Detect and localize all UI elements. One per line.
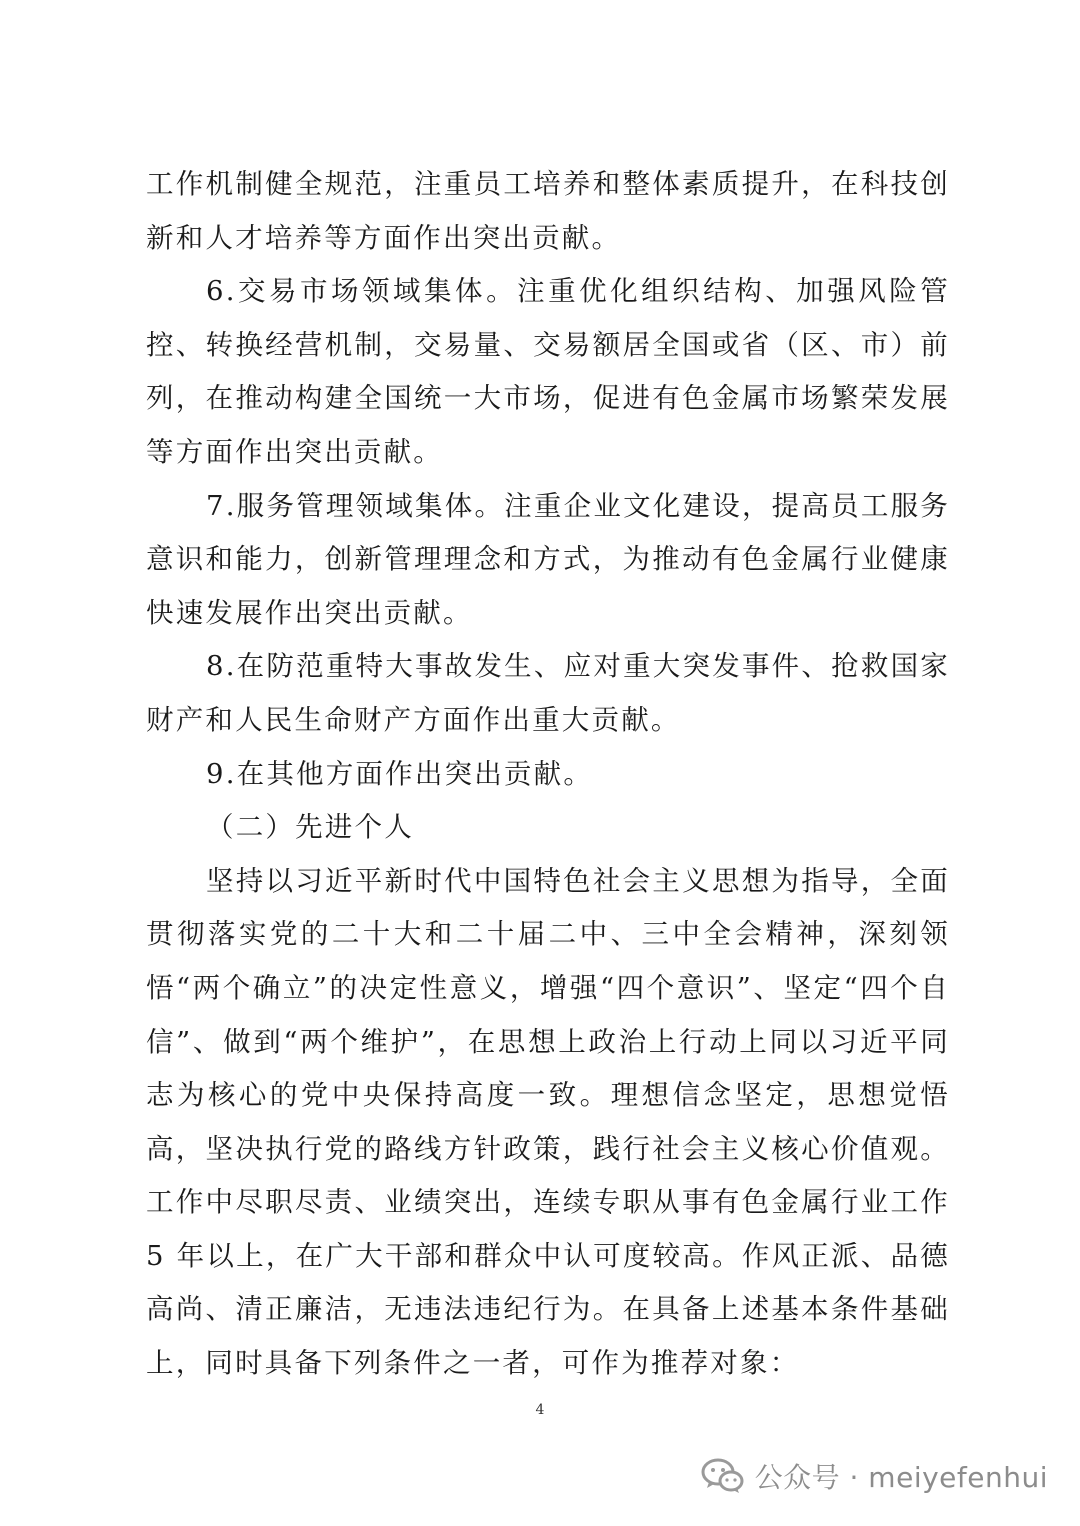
paragraph-continuation: 工作机制健全规范，注重员工培养和整体素质提升，在科技创新和人才培养等方面作出突出贡献。 bbox=[146, 168, 950, 254]
paragraph-item-6: 6.交易市场领域集体。注重优化组织结构、加强风险管控、转换经营机制，交易量、交易额居全国或省（区、市）前列，在推动构建全国统一大市场，促进有色金属市场繁荣发展等方面作出突出贡献。 bbox=[146, 275, 950, 468]
section-heading-advanced-individuals: （二）先进个人 bbox=[206, 811, 414, 844]
document-body bbox=[146, 158, 950, 1391]
paragraph-item-7: 7.服务管理领域集体。注重企业文化建设，提高员工服务意识和能力，创新管理理念和方式，为推动有色金属行业健康快速发展作出突出贡献。 bbox=[146, 489, 950, 629]
page-number: 4 bbox=[535, 1402, 545, 1418]
paragraph-individual-criteria: 坚持以习近平新时代中国特色社会主义思想为指导，全面贯彻落实党的二十大和二十届二中、三中全会精神，深刻领悟“两个确立”的决定性意义，增强“四个意识”、坚定“四个自信”、做到“两个维护”，在思想上政治上行动上同以习近平同志为核心的党中央保持高度一致。理想信念坚定，思想觉悟高，坚决执行党的路线方针政策，践行社会主义核心价值观。工作中尽职尽责、业绩突出，连续专职从事有色金属行业工作 5 年以上，在广大干部和群众中认可度较高。作风正派、品德高尚、清正廉洁，无违法违纪行为。在具备上述基本条件基础上，同时具备下列条件之一者，可作为推荐对象： bbox=[146, 864, 950, 1380]
paragraph-item-9: 9.在其他方面作出突出贡献。 bbox=[206, 757, 594, 790]
watermark-text: 公众号 · meiyefenhui bbox=[754, 1461, 1048, 1494]
account-watermark bbox=[701, 1454, 1048, 1498]
paragraph-item-8: 8.在防范重特大事故发生、应对重大突发事件、抢救国家财产和人民生命财产方面作出重大贡献。 bbox=[146, 650, 950, 736]
wechat-icon bbox=[701, 1457, 745, 1495]
